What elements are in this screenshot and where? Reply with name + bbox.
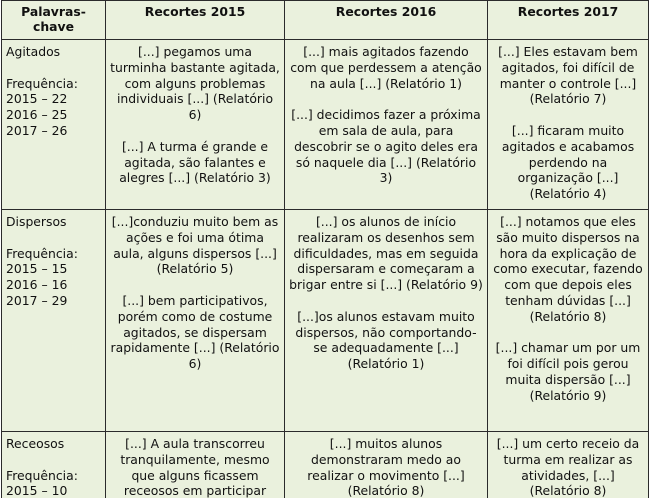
excerpt: [...] ficaram muito agitados e acabamos perdendo na organização [...] (Relatório 4) bbox=[501, 122, 635, 202]
excerpt: [...] Eles estavam bem agitados, foi difícil de manter o controle [...] (Relatório 7) bbox=[498, 44, 638, 107]
excerpt-cell-2015 bbox=[106, 210, 285, 432]
frequency-value: 2015 – 15 bbox=[6, 261, 68, 277]
keyword-label: Agitados bbox=[6, 44, 61, 59]
excerpt: [...] os alunos de início realizaram os desenhos sem dificuldades, mas em seguida dispersaram e começaram a brigar entre si [...] (Relatório 9) bbox=[289, 214, 483, 293]
frequency-label: Frequência: bbox=[6, 467, 78, 483]
keyword-cell bbox=[2, 432, 106, 498]
excerpt: [...] A turma é grande e agitada, são falantes e alegres [...] (Relatório 3) bbox=[119, 138, 271, 186]
frequency-value: 2016 – 16 bbox=[6, 277, 68, 293]
excerpt: [...] bem participativos, porém como de costume agitados, se dispersam rapidamente [...] (Relatório 6) bbox=[110, 292, 280, 372]
frequency-value: 2015 – 10 bbox=[6, 483, 68, 498]
frequency-value: 2017 – 26 bbox=[6, 122, 68, 138]
keyword-label: Dispersos bbox=[6, 214, 67, 229]
header-2017: Recortes 2017 bbox=[488, 1, 649, 40]
excerpt-cell-2016 bbox=[285, 210, 488, 432]
excerpt: [...]conduziu muito bem as ações e foi uma ótima aula, alguns dispersos [...] (Relatório 5) bbox=[111, 214, 279, 277]
excerpt-cell-2017 bbox=[488, 210, 649, 432]
frequency-label: Frequência: bbox=[6, 245, 78, 261]
keyword-cell bbox=[2, 40, 106, 210]
excerpt: [...] pegamos uma turminha bastante agitada, com alguns problemas individuais [...] (Relatório 6) bbox=[110, 44, 280, 123]
excerpt-cell-2017 bbox=[488, 432, 649, 498]
excerpt: [...] decidimos fazer a próxima em sala de aula, para descobrir se o agito deles era só naquele dia [...] (Relatório 3) bbox=[291, 107, 481, 186]
header-2015: Recortes 2015 bbox=[106, 1, 285, 40]
header-keywords bbox=[2, 1, 106, 40]
excerpt: [...] mais agitados fazendo com que perdessem a atenção na aula [...] (Relatório 1) bbox=[290, 44, 482, 91]
frequency-label: Frequência: bbox=[6, 75, 78, 91]
excerpt: [...] chamar um por um foi difícil pois gerou muita dispersão [...] (Relatório 9) bbox=[495, 340, 641, 403]
table-row bbox=[2, 432, 649, 498]
excerpt: [...] notamos que eles são muito dispersos na hora da explicação de como executar, fazendo com que depois eles tenham dúvidas [...] (Relatório 8) bbox=[493, 214, 643, 324]
frequency-value: 2015 – 22 bbox=[6, 91, 68, 107]
header-2016: Recortes 2016 bbox=[285, 1, 488, 40]
header-row bbox=[2, 1, 649, 40]
excerpt-cell-2016 bbox=[285, 40, 488, 210]
frequency-value: 2016 – 25 bbox=[6, 107, 68, 123]
table-row bbox=[2, 210, 649, 432]
excerpt: [...] A aula transcorreu tranquilamente, mesmo que alguns ficassem receosos em participar bbox=[120, 436, 270, 498]
excerpt: [...] muitos alunos demonstraram medo ao realizar o movimento [...] (Relatório 8) bbox=[307, 436, 465, 498]
keyword-label: Receosos bbox=[6, 436, 65, 451]
keyword-cell bbox=[2, 210, 106, 432]
keywords-table bbox=[1, 0, 649, 498]
excerpt-cell-2015 bbox=[106, 40, 285, 210]
excerpt: [...] um certo receio da turma em realizar as atividades, [...] (Relatório 8) bbox=[496, 436, 640, 498]
excerpt: [...]os alunos estavam muito dispersos, não comportando-se adequadamente [...] (Relatório 1) bbox=[295, 308, 477, 372]
frequency-value: 2017 – 29 bbox=[6, 292, 68, 308]
table-row bbox=[2, 40, 649, 210]
excerpt-cell-2015 bbox=[106, 432, 285, 498]
excerpt-cell-2017 bbox=[488, 40, 649, 210]
excerpt-cell-2016 bbox=[285, 432, 488, 498]
header-keywords-text: Palavras- chave bbox=[21, 4, 86, 34]
